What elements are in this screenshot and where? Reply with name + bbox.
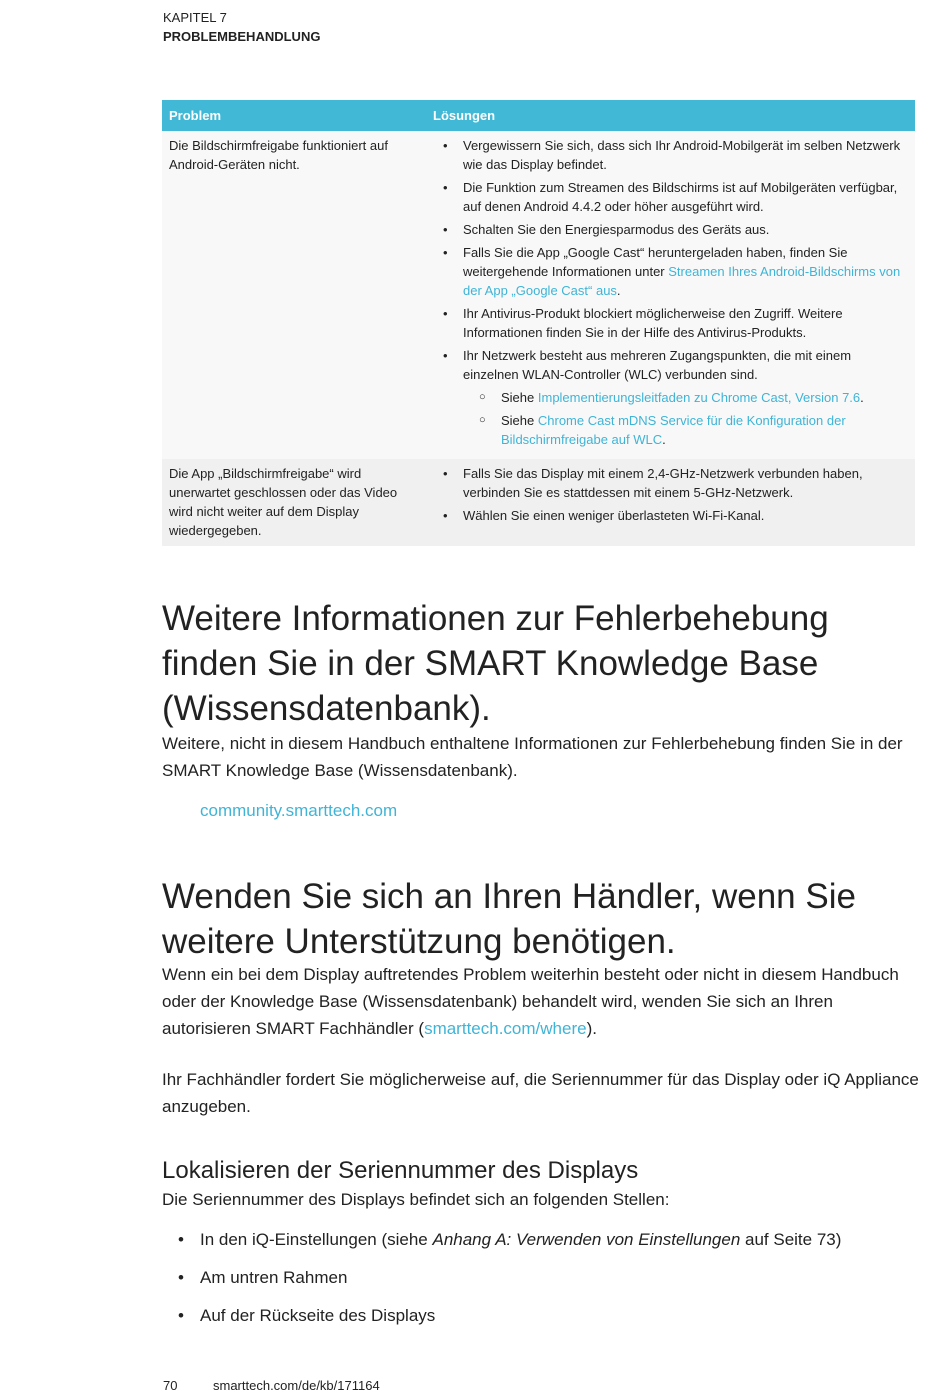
solutions-list [433,136,908,449]
page-number: 70 [163,1378,178,1393]
serial-intro: Die Seriennummer des Displays befindet sich an folgenden Stellen: [162,1190,670,1209]
chapter-header [163,8,320,46]
troubleshooting-table [162,100,915,546]
community-link[interactable]: community.smarttech.com [200,801,398,820]
sub-item-prefix: Siehe [501,390,538,405]
kb-body: Weitere, nicht in diesem Handbuch enthaltene Informationen zur Fehlerbehebung finden Sie in der SMART Knowledge Base (Wissensdatenbank). [162,734,903,780]
list-item-text: Falls Sie die App „Google Cast“ heruntergeladen haben, finden Sie weitergehende Informationen unter [463,245,848,279]
sub-list-item [463,388,908,407]
list-item: • Schalten Sie den Energiesparmodus des Geräts aus. [433,220,908,239]
google-cast-link[interactable]: Streamen Ihres Android-Bildschirms von der App „Google Cast“ aus [463,264,901,298]
list-item [162,1226,841,1253]
table-row [162,131,915,459]
dealer-body-text: Wenn ein bei dem Display auftretendes Problem weiterhin besteht oder nicht in diesem Handbuch oder der Knowledge Base (Wissensdatenbank) behandelt wird, wenden Sie sich an Ihren autorisieren SMART Fachhändler ( [162,965,899,1038]
list-item [433,243,908,300]
problem-cell: Die Bildschirmfreigabe funktioniert auf Android-Geräten nicht. [162,131,426,459]
list-item: • Ihr Antivirus-Produkt blockiert möglicherweise den Zugriff. Weitere Informationen finden Sie in der Hilfe des Antivirus-Produkts. [433,304,908,342]
sub-list-item [463,411,908,449]
sub-item-suffix: . [662,432,666,447]
list-item: • Vergewissern Sie sich, dass sich Ihr Android-Mobilgerät im selben Netzwerk wie das Display befindet. [433,136,908,174]
table-row [162,459,915,546]
chrome-cast-mdns-link[interactable]: Chrome Cast mDNS Service für die Konfiguration der Bildschirmfreigabe auf WLC [501,413,846,447]
problem-cell: Die App „Bildschirmfreigabe“ wird unerwartet geschlossen oder das Video wird nicht weiter auf dem Display wiedergegeben. [162,459,426,546]
serial-locations-list [162,1226,841,1340]
column-header-problem: Problem [162,100,426,131]
list-item: • Auf der Rückseite des Displays [162,1302,841,1329]
list-item: • Am untren Rahmen [162,1264,841,1291]
chapter-title: PROBLEMBEHANDLUNG [163,29,321,44]
list-item: • Wählen Sie einen weniger überlasteten Wi-Fi-Kanal. [433,506,908,525]
sub-list [463,388,908,449]
chrome-cast-guide-link[interactable]: Implementierungsleitfaden zu Chrome Cast, Version 7.6 [537,390,861,405]
list-item [433,346,908,449]
serial-heading: Lokalisieren der Seriennummer des Displays [162,1157,639,1184]
sub-item-prefix: Siehe [501,413,538,428]
list-item-text: Ihr Netzwerk besteht aus mehreren Zugangspunkten, die mit einem einzelnen WLAN-Controller (WLC) verbunden sind. [463,348,852,382]
column-header-solutions: Lösungen [426,100,915,131]
solutions-cell [426,131,915,459]
solutions-cell [426,459,915,546]
table-header-row [162,100,915,131]
dealer-heading: Wenden Sie sich an Ihren Händler, wenn Sie weitere Unterstützung benötigen. [162,877,856,961]
appendix-reference: Anhang A: Verwenden von Einstellungen [432,1230,741,1249]
list-item-text: auf Seite 73) [740,1230,842,1249]
solutions-list [433,464,908,525]
list-item: • Die Funktion zum Streamen des Bildschirms ist auf Mobilgeräten verfügbar, auf denen Android 4.4.2 oder höher ausgeführt wird. [433,178,908,216]
footer-url: smarttech.com/de/kb/171164 [213,1378,380,1393]
where-link[interactable]: smarttech.com/where [424,1019,587,1038]
list-item: • Falls Sie das Display mit einem 2,4-GHz-Netzwerk verbunden haben, verbinden Sie es stattdessen mit einem 5-GHz-Netzwerk. [433,464,908,502]
list-item-text: . [616,283,621,298]
list-item-text: In den iQ-Einstellungen (siehe [200,1230,433,1249]
dealer-body-2: Ihr Fachhändler fordert Sie möglicherweise auf, die Seriennummer für das Display oder iQ Appliance anzugeben. [162,1070,919,1116]
page-footer [163,1377,380,1395]
chapter-number: KAPITEL 7 [163,10,227,25]
dealer-body-text: ). [586,1019,597,1038]
sub-item-suffix: . [860,390,864,405]
dealer-body [162,961,922,1042]
kb-heading: Weitere Informationen zur Fehlerbehebung finden Sie in der SMART Knowledge Base (Wissensdatenbank). [162,599,829,728]
